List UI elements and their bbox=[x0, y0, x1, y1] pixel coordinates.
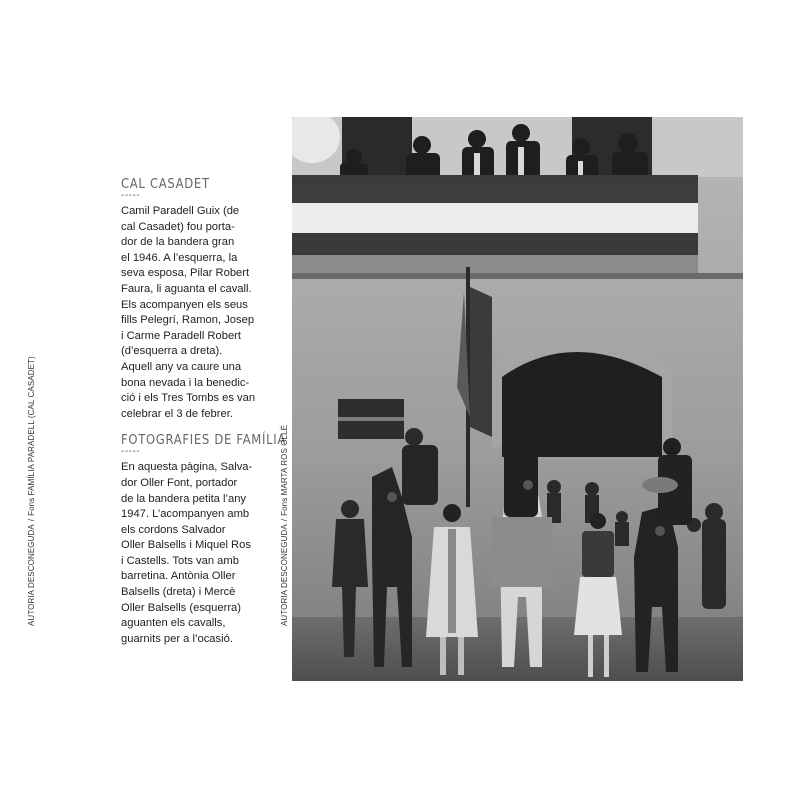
photo-credit-right bbox=[280, 425, 289, 626]
credit-author: AUTORIA DESCONEGUDA bbox=[27, 524, 36, 626]
heading-dashes: ----- bbox=[121, 190, 141, 201]
credit-source: Fons FAMÍLIA PARADELL (CAL CASADET) bbox=[27, 356, 36, 516]
section-body: Camil Paradell Guix (de cal Casadet) fou porta- dor de la bandera gran el 1946. A l’esquerra, la seva esposa, Pilar Robert Faura, li aguanta el cavall. Els acompanyen els seus fills Pelegrí, Ramon, Josep i Carme Paradell Robert (d’esquerra a dreta). Aquell any va caure una bona nevada i la benedic- ció i els Tres Tombs es van celebrar el 3 de febrer. bbox=[121, 205, 256, 420]
section-body: En aquesta pàgina, Salva- dor Oller Font, portador de la bandera petita l’any 1947. L’acompanyen amb els cordons Salvador Oller Balsells i Miquel Ros i Castells. Tots van amb barretina. Antònia Oller Balsells (dreta) i Mercè Oller Balsells (esquerra) aguanten els cavalls, guarnits per a l’ocasió. bbox=[121, 461, 253, 645]
credit-separator: / bbox=[27, 518, 36, 522]
section-cal-casadet bbox=[121, 176, 281, 422]
historical-photo bbox=[292, 117, 743, 681]
credit-separator: / bbox=[280, 518, 289, 522]
photo-illustration bbox=[292, 117, 743, 681]
credit-author: AUTORIA DESCONEGUDA bbox=[280, 524, 289, 626]
section-heading: CAL CASADET bbox=[121, 176, 210, 192]
heading-dashes: ----- bbox=[121, 446, 141, 458]
section-heading: FOTOGRAFIES DE FAMÍLIA bbox=[121, 432, 287, 449]
photo-credit-left bbox=[27, 356, 36, 626]
credit-source: Fons MARTA ROS OLLÉ bbox=[280, 424, 289, 516]
